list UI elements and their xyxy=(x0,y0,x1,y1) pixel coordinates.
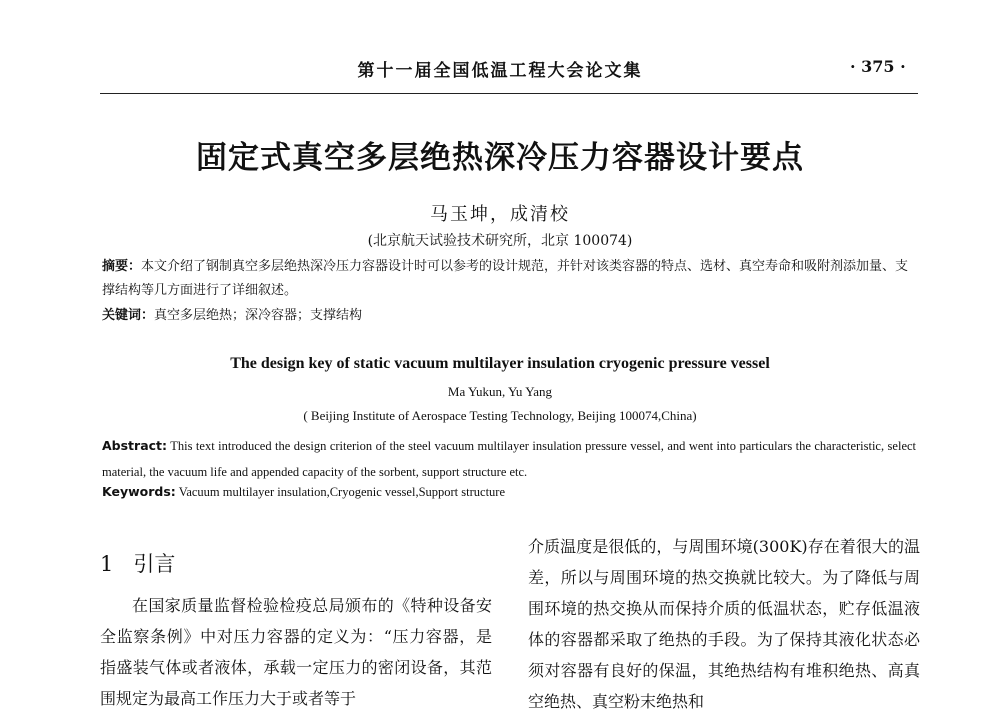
running-title: 第十一届全国低温工程大会论文集 xyxy=(357,61,643,81)
affiliation: (北京航天试验技术研究所，北京 100074) xyxy=(367,233,633,249)
keywords-en-label: Keywords: xyxy=(102,484,176,499)
abstract-cn-text: 本文介绍了钢制真空多层绝热深冷压力容器设计时可以参考的设计规范，并针对该类容器的特点、选材、真空寿命和吸附剂添加量、支撑结构等几方面进行了详细叙述。 xyxy=(102,259,909,298)
english-affiliation: ( Beijing Institute of Aerospace Testing Technology, Beijing 100074,China) xyxy=(303,408,697,423)
keywords-cn-text: 真空多层绝热；深冷容器；支撑结构 xyxy=(154,308,363,323)
keywords-cn xyxy=(102,304,916,328)
paper-title: 固定式真空多层绝热深冷压力容器设计要点 xyxy=(196,140,804,176)
abstract-en xyxy=(102,433,916,485)
body-left-column: 在国家质量监督检验检疫总局颁布的《特种设备安全监察条例》中对压力容器的定义为：“压力容器，是指盛装气体或者液体，承载一定压力的密闭设备，其范围规定为最高工作压力大于或者等于 xyxy=(100,596,492,708)
keywords-en xyxy=(102,484,916,500)
abstract-en-text: This text introduced the design criterion of the steel vacuum multilayer insulation pressure vessel, and went into particulars the characteristic, select material, the vacuum life and appended capacity of the sorbent, support structure etc. xyxy=(102,439,917,479)
english-authors: Ma Yukun, Yu Yang xyxy=(447,384,553,399)
page-number: · 375 · xyxy=(850,57,906,76)
keywords-cn-label: 关键词： xyxy=(102,308,155,323)
authors: 马玉坤，成清校 xyxy=(430,204,570,225)
header-rule xyxy=(100,93,918,94)
body-right-column: 介质温度是很低的，与周围环境(300K)存在着很大的温差，所以与周围环境的热交换就比较大。为了降低与周围环境的热交换从而保持介质的低温状态，贮存低温液体的容器都采取了绝热的手段。为了保持其液化状态必须对容器有良好的保温，其绝热结构有堆积绝热、高真空绝热、真空粉末绝热和 xyxy=(528,537,920,711)
section-heading xyxy=(100,548,175,578)
section-number: 1 xyxy=(100,552,114,576)
abstract-cn xyxy=(102,255,916,303)
keywords-en-text: Vacuum multilayer insulation,Cryogenic vessel,Support structure xyxy=(178,485,506,499)
abstract-en-label: Abstract: xyxy=(102,438,168,453)
section-title: 引言 xyxy=(133,552,176,576)
english-title: The design key of static vacuum multilayer insulation cryogenic pressure vessel xyxy=(230,355,770,372)
abstract-cn-label: 摘要： xyxy=(102,259,142,274)
